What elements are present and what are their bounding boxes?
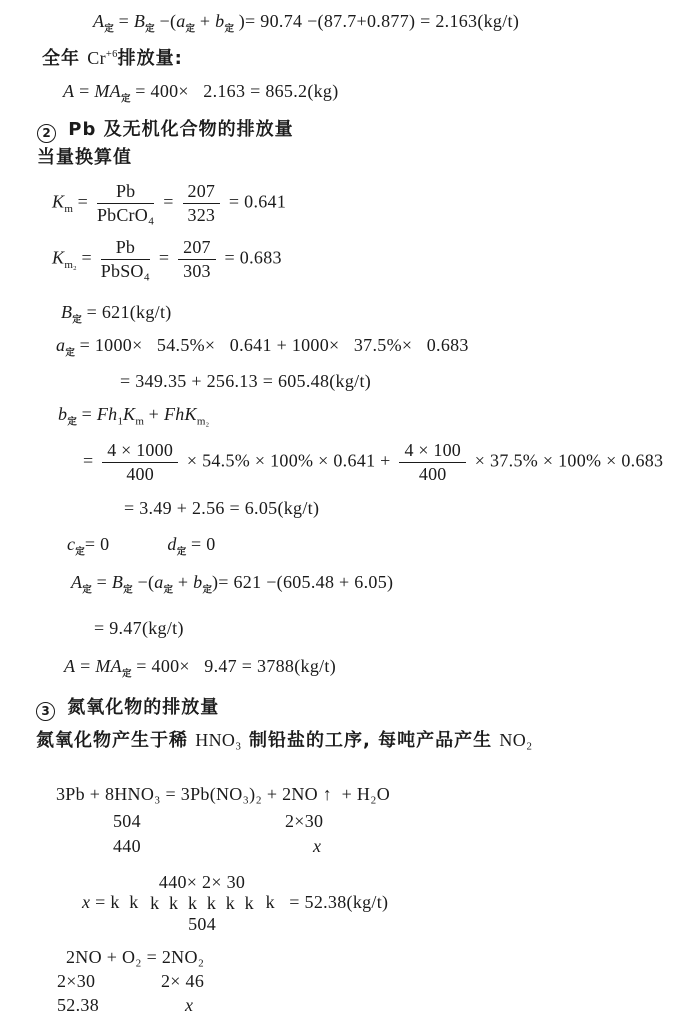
chinese-subscript: 定 (123, 584, 133, 596)
fraction-numerator: 4 × 1000 (102, 440, 178, 463)
text-run: 504 (113, 811, 141, 831)
variable: B (133, 11, 146, 31)
eq-x-no (82, 872, 388, 936)
text-run: = (154, 247, 175, 268)
variable: b (193, 572, 203, 592)
variable: a (154, 572, 164, 592)
chinese-text: 全年 (42, 48, 88, 69)
text-run: = (75, 656, 96, 676)
text-run: + (173, 572, 194, 592)
eq-b-rated-result (124, 497, 319, 520)
chinese-subscript: 定 (176, 546, 187, 558)
text-run: = 1000× 54.5%× 0.641 + 1000× 37.5%× 0.683 (74, 335, 469, 355)
text-run: 2×30 (285, 811, 324, 831)
eq-km (52, 181, 286, 225)
chinese-subscript: 定 (75, 546, 85, 558)
text-run: = (158, 191, 179, 212)
text-run: 2× 46 (161, 971, 205, 991)
text-run: = 400× 9.47 = 3788(kg/t) (131, 656, 337, 676)
fraction-denominator: 400 (126, 463, 154, 484)
variable: K (52, 247, 65, 268)
subscript: m (135, 415, 144, 428)
text-run: 52.38 (57, 995, 99, 1015)
variable: MA (95, 656, 122, 676)
chinese-subscript: 定 (202, 584, 212, 596)
eq-annual-pb-emission (64, 655, 336, 678)
fraction (101, 237, 150, 281)
fraction-denominator: PbCrO₄ (96, 204, 155, 225)
text-run: 2×30 (57, 971, 96, 991)
chinese-subscript: 定 (65, 347, 75, 359)
val-2x30-no-yield (285, 810, 323, 833)
chinese-subscript: 定 (224, 23, 234, 35)
chinese-subscript: 定 (121, 668, 132, 680)
variable: K (123, 404, 136, 424)
val-x-no (313, 835, 321, 858)
circled-number: 2 (37, 124, 56, 143)
text-run: = 349.35 + 256.13 = 605.48(kg/t) (120, 371, 372, 391)
variable: A (93, 11, 105, 31)
val-x-no2 (185, 994, 193, 1017)
superscript: +6 (105, 49, 118, 60)
eq-b-rated-expansion (83, 440, 663, 484)
chinese-subscript: 定 (145, 23, 155, 35)
text-run: = k k (90, 891, 149, 912)
variable: MA (94, 81, 121, 101)
eq-no-o2-reaction (66, 946, 204, 969)
text-run: = 9.47(kg/t) (94, 618, 184, 638)
text-run: + (143, 404, 164, 424)
text-run: = (76, 404, 97, 424)
text-run: −( (154, 11, 177, 31)
text-nox-source (36, 729, 533, 753)
text-run: NO₂ (499, 730, 533, 750)
text-run: = 0 (84, 534, 110, 554)
fraction-numerator: Pb (97, 181, 155, 204)
val-504 (113, 810, 141, 833)
text-run: = (113, 11, 134, 31)
fraction (399, 440, 466, 484)
chinese-subscript: 定 (185, 23, 196, 35)
eq-annual-cr-emission (63, 80, 339, 103)
fraction-denominator: 400 (418, 463, 447, 484)
variable: A (71, 572, 83, 592)
text-run: = 0.683 (219, 247, 282, 268)
fraction-numerator: 207 (183, 181, 221, 204)
stack-denominator: 504 (188, 914, 217, 935)
val-52-38 (57, 994, 99, 1017)
text-run: )= 621 −(605.48 + 6.05) (211, 572, 394, 592)
variable: x (185, 995, 194, 1015)
text-run: = (74, 81, 95, 101)
chinese-text: 排放量: (117, 48, 183, 69)
eq-A-rated-cr (93, 10, 519, 33)
subscript: m₂ (64, 258, 77, 271)
eq-c-d-rated (67, 533, 216, 556)
variable: x (82, 891, 91, 912)
text-run: = 400× 2.163 = 865.2(kg) (130, 81, 339, 101)
chinese-text: 氮氧化物产生于稀 (36, 730, 196, 751)
subscript: m₂ (196, 415, 210, 428)
chinese-subscript: 定 (67, 416, 77, 428)
variable: A (63, 81, 75, 101)
text-run: = 52.38(kg/t) (289, 891, 389, 912)
stack-middle: k k k k k k (150, 893, 254, 914)
eq-pb-hno3-reaction (56, 783, 390, 806)
heading-pb-emission (37, 118, 294, 143)
variable: b (58, 404, 68, 424)
text-run: )= 90.74 −(87.7+0.877) = 2.163(kg/t) (233, 11, 520, 31)
chinese-text: 当量换算值 (37, 147, 132, 168)
fraction (97, 181, 155, 225)
heading-nox-emission (36, 696, 219, 721)
circled-number: 3 (36, 702, 55, 721)
val-440 (113, 835, 141, 858)
label-annual-cr-emission (42, 47, 183, 71)
fraction (178, 237, 216, 281)
text-run: Cr (87, 48, 106, 68)
val-2x46 (161, 970, 204, 993)
text-run: = 621(kg/t) (81, 302, 172, 322)
text-run: k (255, 891, 290, 912)
variable: d (167, 534, 177, 554)
text-run: = 3.49 + 2.56 = 6.05(kg/t) (124, 498, 320, 518)
text-run: = 0.641 (224, 191, 287, 212)
chinese-subscript: 定 (82, 584, 92, 596)
text-run: = (76, 247, 97, 268)
text-run: + (195, 11, 216, 31)
chinese-subscript: 定 (104, 23, 114, 35)
variable: A (64, 656, 76, 676)
text-run: −( (132, 572, 155, 592)
chinese-subscript: 定 (72, 314, 82, 326)
chinese-subscript: 定 (163, 584, 174, 596)
text-run: = (91, 572, 112, 592)
eq-km2 (52, 237, 282, 281)
variable: FhK (163, 404, 197, 424)
text-run: 3Pb + 8HNO₃ = 3Pb(NO₃)₂ + 2NO ↑ + H₂O (56, 784, 391, 804)
subscript: m (64, 202, 73, 215)
val-2x30-no2 (57, 970, 95, 993)
fraction-numerator: Pb (101, 237, 150, 260)
text-run: = 0 (186, 534, 216, 554)
variable: a (56, 335, 66, 355)
variable: c (67, 534, 76, 554)
eq-B-rated (61, 301, 172, 324)
variable: x (313, 836, 322, 856)
variable: Fh (96, 404, 118, 424)
text-run: × 54.5% × 100% × 0.641 + (182, 450, 396, 471)
eq-b-rated (58, 403, 209, 426)
chinese-text: 制铅盐的工序, 每吨产品产生 (241, 730, 500, 751)
variable: B (111, 572, 124, 592)
fraction (183, 181, 221, 225)
fraction-numerator: 207 (178, 237, 216, 260)
subscript: 1 (117, 415, 123, 428)
fraction (102, 440, 178, 484)
stacked-fraction (150, 872, 254, 936)
text-run: 2NO + O₂ = 2NO₂ (66, 947, 205, 967)
fraction-denominator: 323 (187, 204, 216, 225)
text-run: = (72, 191, 93, 212)
eq-a-rated-result (120, 370, 371, 393)
stack-numerator: 440× 2× 30 (158, 872, 246, 892)
variable: K (52, 191, 65, 212)
chinese-text: 氮氧化物的排放量 (60, 697, 220, 718)
eq-A-rated-pb-result (94, 617, 184, 640)
variable: B (61, 302, 73, 322)
label-equivalent-conversion (37, 146, 132, 170)
eq-a-rated (56, 334, 469, 357)
text-run: × 37.5% × 100% × 0.683 (470, 450, 664, 471)
variable: b (215, 11, 225, 31)
fraction-numerator: 4 × 100 (399, 440, 466, 463)
text-run: = (83, 450, 99, 471)
text-run: HNO₃ (195, 730, 242, 750)
fraction-denominator: PbSO₄ (100, 260, 151, 281)
chinese-text: Pb 及无机化合物的排放量 (61, 119, 294, 140)
variable: a (176, 11, 186, 31)
fraction-denominator: 303 (183, 260, 211, 281)
chinese-subscript: 定 (120, 93, 131, 105)
text-run: 440 (113, 836, 141, 856)
eq-A-rated-pb (71, 571, 393, 594)
